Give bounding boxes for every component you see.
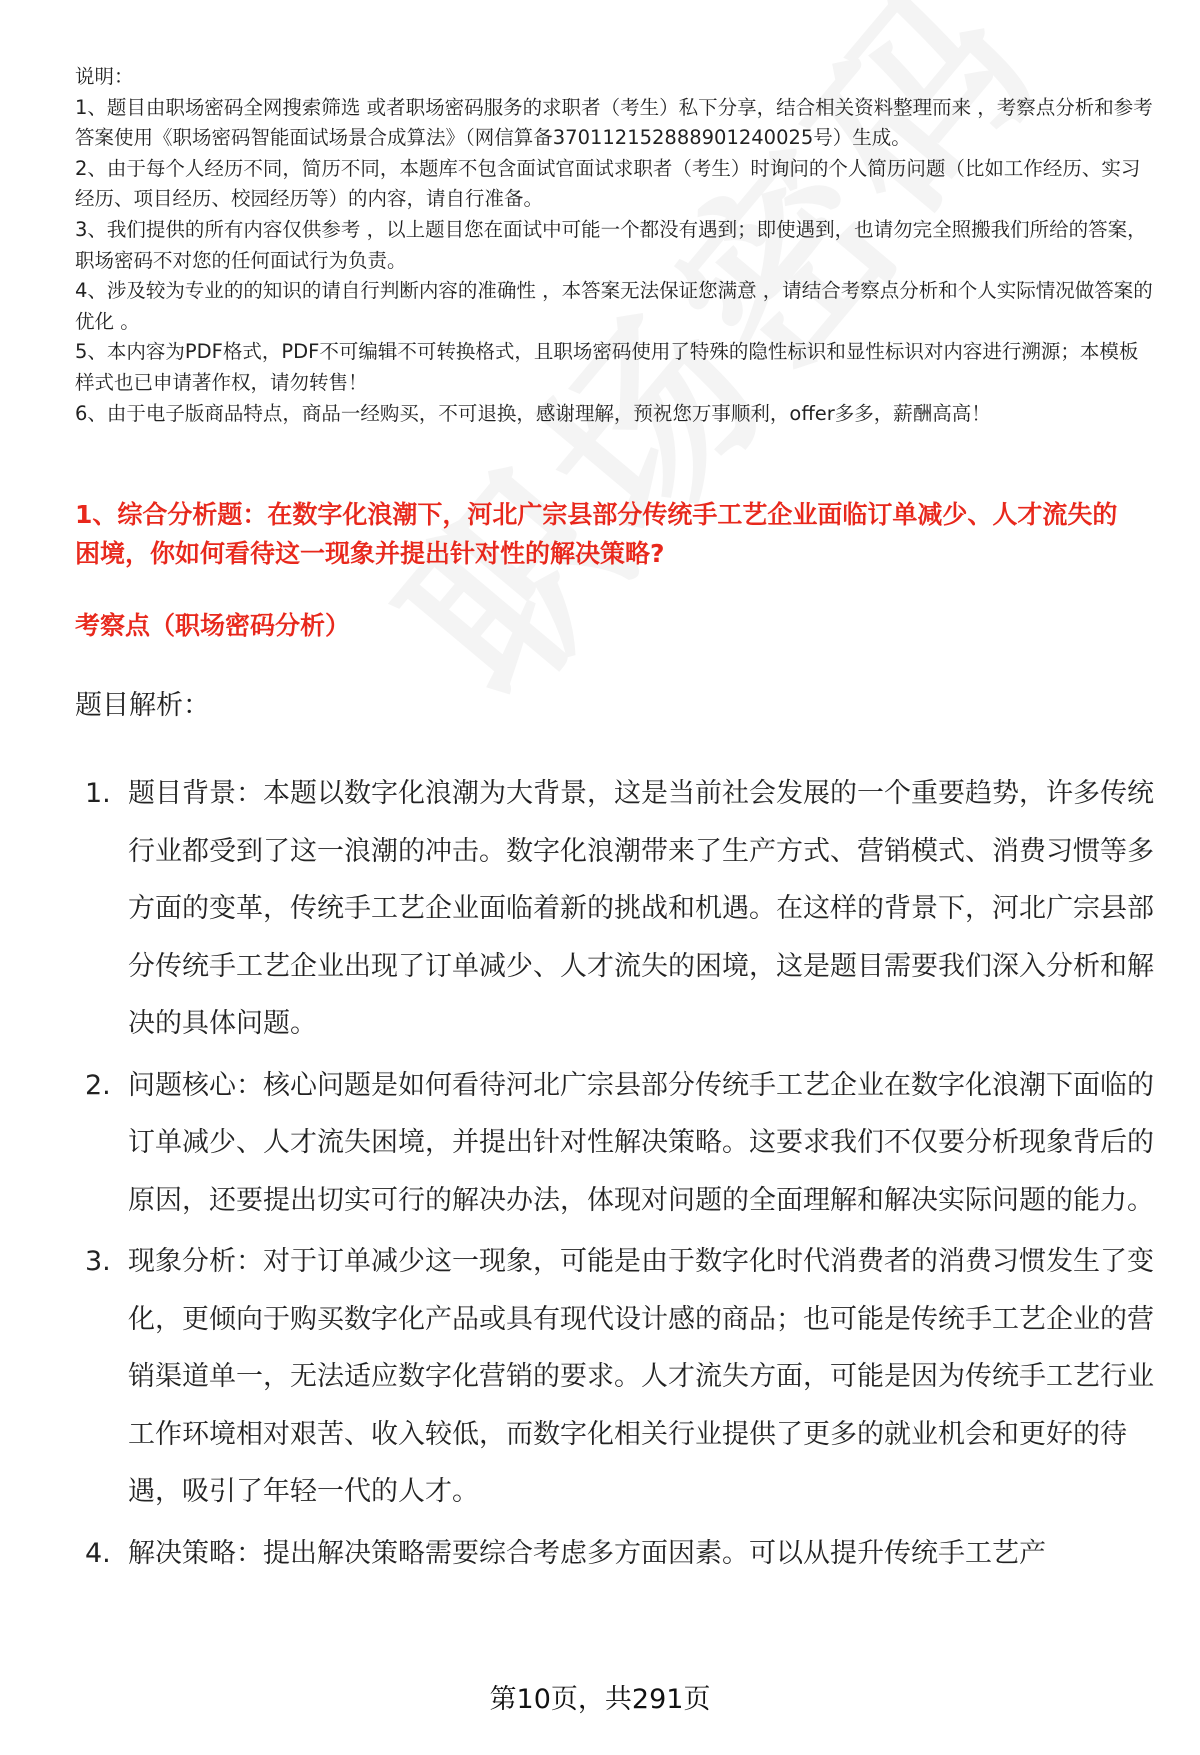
question-title: 1、综合分析题：在数字化浪潮下，河北广宗县部分传统手工艺企业面临订单减少、人才流失的困境，你如何看待这一现象并提出针对性的解决策略?: [75, 500, 1118, 568]
disclaimer-notes: [75, 62, 1153, 429]
analysis-item-text: 问题核心：核心问题是如何看待河北广宗县部分传统手工艺企业在数字化浪潮下面临的订单减少、人才流失困境，并提出针对性解决策略。这要求我们不仅要分析现象背后的原因，还要提出切实可行的解决办法，体现对问题的全面理解和解决实际问题的能力。: [128, 1069, 1154, 1216]
analysis-item-number: 4.: [85, 1537, 111, 1569]
analysis-item-number: 1.: [85, 778, 111, 809]
analysis-item-text: 现象分析：对于订单减少这一现象，可能是由于数字化时代消费者的消费习惯发生了变化，更倾向于购买数字化产品或具有现代设计感的商品；也可能是传统手工艺企业的营销渠道单一，无法适应数字化营销的要求。人才流失方面，可能是因为传统手工艺行业工作环境相对艰苦、收入较低，而数字化相关行业提供了更多的就业机会和更好的待遇，吸引了年轻一代的人才。: [128, 1246, 1154, 1507]
notes-item-4: 4、涉及较为专业的的知识的请自行判断内容的准确性 ，本答案无法保证您满意 ，请结合考察点分析和个人实际情况做答案的优化 。: [75, 279, 1153, 333]
analysis-item-text: 解决策略：提出解决策略需要综合考虑多方面因素。可以从提升传统手工艺产: [128, 1537, 1046, 1569]
analysis-item: [75, 765, 1155, 1053]
notes-item-5: 5、本内容为PDF格式，PDF不可编辑不可转换格式，且职场密码使用了特殊的隐性标识和显性标识对内容进行溯源；本模板样式也已申请著作权，请勿转售！: [75, 340, 1139, 394]
notes-item-2: 2、由于每个人经历不同，简历不同，本题库不包含面试官面试求职者（考生）时询问的个人简历问题（比如工作经历、实习经历、项目经历、校园经历等）的内容，请自行准备。: [75, 156, 1141, 211]
notes-title: 说明：: [75, 65, 134, 88]
page-number-footer: 第10页，共291页: [489, 1684, 711, 1715]
analysis-item: [75, 1233, 1155, 1521]
analysis-heading: 题目解析：: [75, 690, 210, 721]
analysis-item: [75, 1057, 1155, 1230]
notes-item-1: 1、题目由职场密码全网搜索筛选 或者职场密码服务的求职者（考生）私下分享，结合相关资料整理而来 ，考察点分析和参考答案使用《职场密码智能面试场景合成算法》（网信算备370112152888901240025号）生成。: [75, 95, 1153, 150]
analysis-item-number: 2.: [85, 1069, 111, 1101]
notes-item-3: 3、我们提供的所有内容仅供参考 ，以上题目您在面试中可能一个都没有遇到；即使遇到，也请勿完全照搬我们所给的答案，职场密码不对您的任何面试行为负责。: [75, 217, 1147, 272]
analysis-item-number: 3.: [85, 1246, 111, 1277]
analysis-item-text: 题目背景：本题以数字化浪潮为大背景，这是当前社会发展的一个重要趋势，许多传统行业都受到了这一浪潮的冲击。数字化浪潮带来了生产方式、营销模式、消费习惯等多方面的变革，传统手工艺企业面临着新的挑战和机遇。在这样的背景下，河北广宗县部分传统手工艺企业出现了订单减少、人才流失的困境，这是题目需要我们深入分析和解决的具体问题。: [128, 778, 1154, 1039]
exam-point-heading: 考察点（职场密码分析）: [75, 611, 351, 640]
analysis-item: [75, 1525, 1155, 1583]
analysis-list: [75, 765, 1155, 1586]
notes-item-6: 6、由于电子版商品特点，商品一经购买，不可退换，感谢理解，预祝您万事顺利，offer多多，薪酬高高！: [75, 401, 991, 425]
